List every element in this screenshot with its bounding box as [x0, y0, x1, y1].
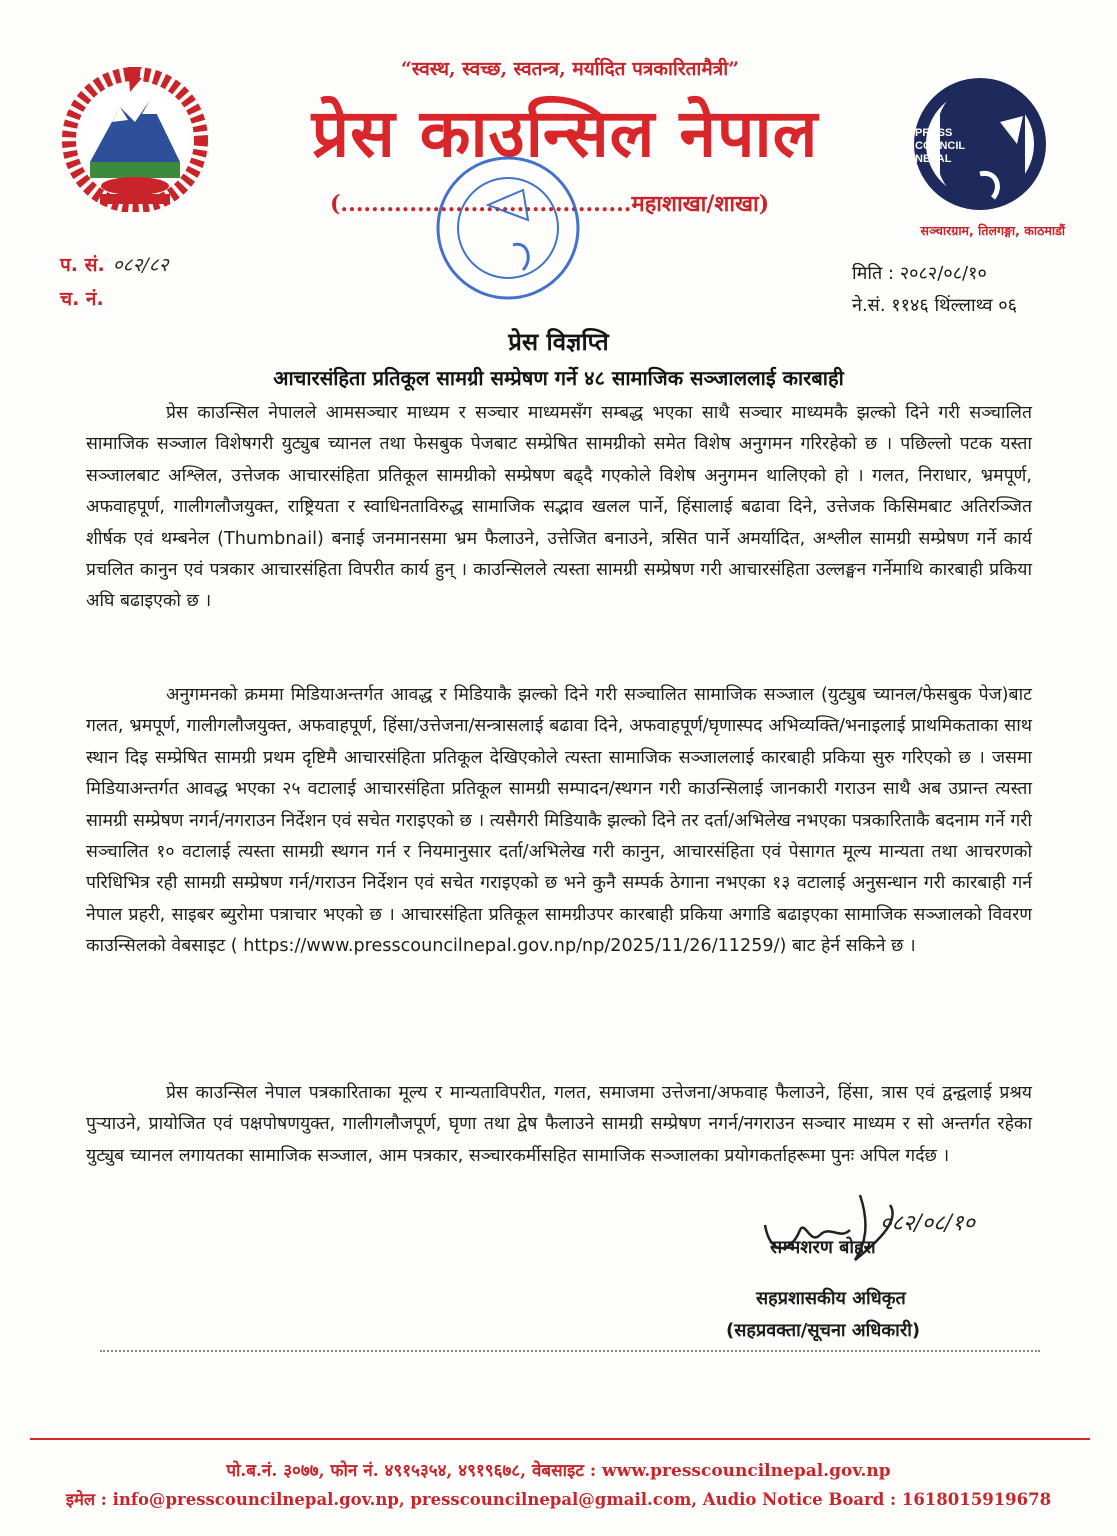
nepal-emblem-icon — [50, 62, 220, 212]
paragraph-1: प्रेस काउन्सिल नेपालले आमसञ्चार माध्यम र सञ्चार माध्यमसँग सम्बद्ध भएका साथै सञ्चार माध्यमकै झल्को दिने गरी सञ्चालित सामाजिक सञ्जाल विशेषगरी युट्युब च्यानल तथा फेसबुक पेजबाट सम्प्रेषित सामग्रीको समेत विशेष अनुगमन गरिरहेको छ । पछिल्लो पटक यस्ता सञ्जालबाट अश्लिल, उत्तेजक आचारसंहिता प्रतिकूल सामग्रीको सम्प्रेषण बढ्दै गएकोले विशेष अनुगमन थालिएको हो । गलत, निराधार, भ्रमपूर्ण, अफवाहपूर्ण, गालीगलौजयुक्त, राष्ट्रियता र स्वाधिनताविरुद्ध सामाजिक सद्भाव खलल पार्ने, हिंसालाई बढावा दिने, उत्तेजक किसिमबाट अतिरञ्जित शीर्षक एवं थम्बनेल (Thumbnail) बनाई जनमानसमा भ्रम फैलाउने, उत्तेजित बनाउने, त्रसित पार्ने अमर्यादित, अश्लील सामग्री सम्प्रेषण गर्ने कार्य प्रचलित कानुन एवं पत्रकार आचारसंहिता विपरीत कार्य हुन् । काउन्सिलले त्यस्ता सामग्री सम्प्रेषण गरी आचारसंहिता उल्लङ्घन गर्नेमाथि कारबाही प्रकिया अघि बढाइएको छ । — [86, 403, 1032, 612]
signatory-title: सहप्रशासकीय अधिकृत — [756, 1288, 906, 1309]
signatory-name: सम्भशरण बोहरा — [770, 1237, 876, 1258]
org-name: प्रेस काउन्सिल नेपाल — [311, 95, 819, 172]
date-nepal-sambat: ने.सं. ११४६ थिंल्लाथ्व ०६ — [851, 295, 1017, 316]
svg-text:COUNCIL: COUNCIL — [915, 140, 966, 152]
press-release-heading: प्रेस विज्ञप्ति — [508, 328, 609, 356]
org-address: सञ्चारग्राम, तिलगङ्गा, काठमाडौं — [920, 223, 1065, 238]
reference-block — [60, 248, 169, 316]
ps-value: ०८२/८२ — [112, 254, 169, 276]
divider-dotted — [100, 1350, 1040, 1352]
date-miti: मिति : २०८२/०८/१० — [851, 263, 987, 284]
press-council-logo-icon — [905, 74, 1055, 214]
org-motto: “स्वस्थ, स्वच्छ, स्वतन्त्र, मर्यादित पत्रकारितामैत्री” — [400, 58, 740, 80]
handwritten-date: ०८२/०८/१० — [880, 1211, 975, 1236]
footer-contact-line: पो.ब.नं. ३०७७, फोन नं. ४९१५३५४, ४९१९६७८, वेबसाइट : www.presscouncilnepal.gov.np — [226, 1461, 891, 1481]
press-release-subject: आचारसंहिता प्रतिकूल सामग्री सम्प्रेषण गर्ने ४८ सामाजिक सञ्जाललाई कारबाही — [273, 366, 844, 390]
svg-text:NEPAL: NEPAL — [915, 153, 952, 165]
paragraph-2: अनुगमनको क्रममा मिडियाअन्तर्गत आवद्ध र मिडियाकै झल्को दिने गरी सञ्चालित सामाजिक सञ्जाल (युट्युब च्यानल/फेसबुक पेज)बाट गलत, भ्रमपूर्ण, गालीगलौजयुक्त, अफवाहपूर्ण, हिंसा/उत्तेजना/सन्त्रासलाई बढावा दिने, अफवाहपूर्ण/घृणास्पद अभिव्यक्ति/भनाइलाई प्राथमिकताका साथ स्थान दिइ सम्प्रेषित सामग्री प्रथम दृष्टिमै आचारसंहिता प्रतिकूल देखिएकोले त्यस्ता सामाजिक सञ्जाललाई कारबाही प्रकिया सुरु गरिएको छ । जसमा मिडियाअन्तर्गत आवद्ध भएका २५ वटालाई आचारसंहिता प्रतिकूल सामग्री सम्पादन/स्थगन गरी काउन्सिलाई जानकारी गराउन साथै अब उप्रान्त त्यस्ता सामग्री सम्प्रेषण नगर्न/नगराउन निर्देशन एवं सचेत गराइएको छ । त्यसैगरी मिडियाकै झल्को दिने तर दर्ता/अभिलेख नभएका पत्रकारिताकै बदनाम गर्ने गरी सञ्चालित १० वटालाई त्यस्ता सामग्री स्थगन गर्न र नियमानुसार दर्ता/अभिलेख गरी कानुन, आचारसंहिता एवं पेसागत मूल्य मान्यता तथा आचरणको परिधिभित्र रही सामग्री सम्प्रेषण गर्न/गराउन निर्देशन एवं सचेत गराइएको छ भने कुनै सम्पर्क ठेगाना नभएका १३ वटालाई अनुसन्धान गरी कारबाही गर्न नेपाल प्रहरी, साइबर ब्युरोमा पत्राचार भएको छ । आचारसंहिता प्रतिकूल सामग्रीउपर कारबाही प्रकिया अगाडि बढाइएका सामाजिक सञ्जालको विवरण काउन्सिलको वेबसाइट ( https://www.presscouncilnepal.gov.np/np/2025/11/26/11259/) बाट हेर्न सकिने छ । — [86, 685, 1032, 957]
signatory-role: (सहप्रवक्ता/सूचना अधिकारी) — [726, 1320, 921, 1341]
footer-email-line: इमेल : info@presscouncilnepal.gov.np, presscouncilnepal@gmail.com, Audio Notice Board : 1618015919678 — [65, 1490, 1052, 1509]
svg-text:PRESS: PRESS — [915, 127, 953, 139]
office-stamp-icon — [428, 150, 588, 305]
ps-label: प. सं. — [60, 254, 105, 276]
date-block — [852, 258, 1017, 322]
branch-line: (......................................महाशाखा/शाखा) — [330, 191, 770, 217]
paragraph-3: प्रेस काउन्सिल नेपाल पत्रकारिताका मूल्य र मान्यताविपरीत, गलत, समाजमा उत्तेजना/अफवाह फैलाउने, हिंसा, त्रास एवं द्वन्द्वलाई प्रश्रय पुऱ्याउने, प्रायोजित एवं पक्षपोषणयुक्त, गालीगलौजपूर्ण, घृणा तथा द्वेष फैलाउने सामग्री सम्प्रेषण नगर्न/नगराउन सञ्चार माध्यम र सो अन्तर्गत रहेका युट्युब च्यानल लगायतका सामाजिक सञ्जाल, आम पत्रकार, सञ्चारकर्मीसहित सामाजिक सञ्जालका प्रयोगकर्ताहरूमा पुनः अपिल गर्दछ । — [86, 1083, 1032, 1166]
footer-divider — [30, 1438, 1090, 1440]
cn-label: च. नं. — [60, 288, 104, 310]
